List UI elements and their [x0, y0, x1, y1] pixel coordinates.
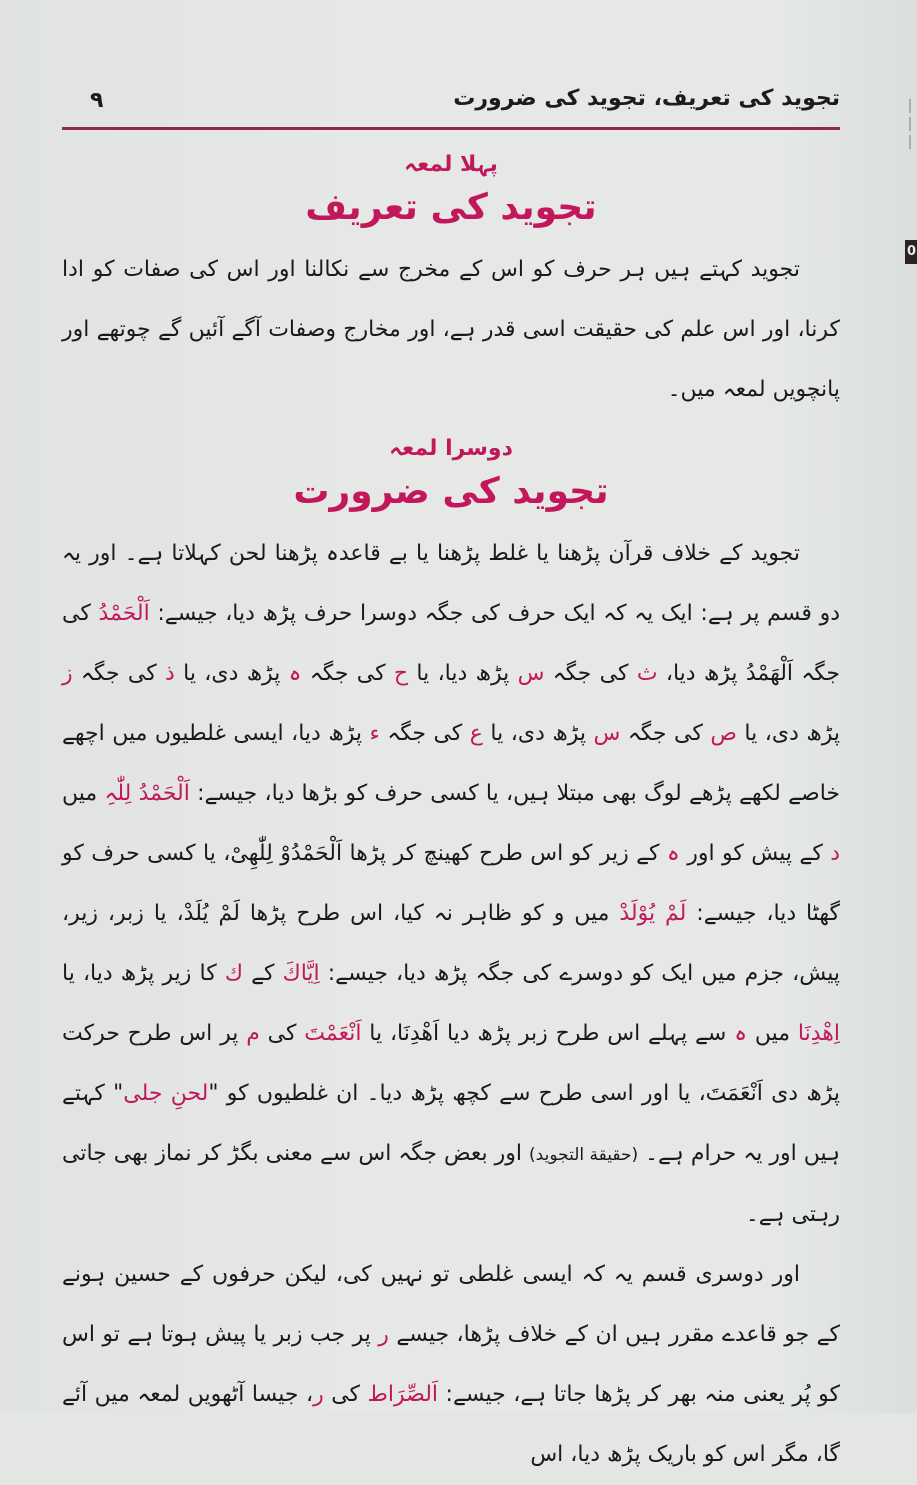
text-run: " کہتے ہیں اور یہ حرام ہے۔: [62, 1081, 840, 1166]
highlighted-word: اِیَّاكَ: [282, 961, 320, 986]
highlighted-term: لحنِ جلی: [123, 1081, 209, 1106]
highlighted-letter: ہ: [288, 661, 302, 686]
highlighted-letter: ر: [313, 1382, 324, 1407]
text-run: میں و کو ظاہر نہ کیا، اس طرح پڑھا لَمْ یُلَدْ، یا زبر، زیر، پیش، جزم میں ایک کو دوسرے کی جگہ پڑھ دیا، جیسے:: [62, 901, 840, 986]
text-run: کی جگہ اَلْھَمْدُ پڑھ دیا،: [62, 601, 840, 686]
text-run: پڑھ دی، یا: [174, 661, 289, 686]
highlighted-letter: ہ: [666, 841, 680, 866]
text-run: سے پہلے اس طرح زبر پڑھ دیا اَھْدِنَا، یا: [361, 1021, 735, 1046]
highlighted-word: اَلْحَمْدُ لِلّٰہِ: [104, 781, 190, 806]
text-run: کی جگہ: [544, 661, 637, 686]
header-rule: [62, 127, 840, 130]
section-definition: [62, 148, 840, 420]
highlighted-letter: ر: [378, 1322, 389, 1347]
text-run: کی جگہ: [72, 661, 166, 686]
page-body: [62, 148, 840, 1485]
text-run: پڑھ دیا، ایسی غلطیوں میں اچھے خاصے لکھے پڑھے لوگ بھی مبتلا ہیں، یا کسی حرف کو بڑھا دیا، جیسے:: [62, 721, 840, 806]
lamah-label: پہلا لمعہ: [404, 152, 498, 177]
definition-paragraph: تجوید کہتے ہیں ہر حرف کو اس کے مخرج سے نکالنا اور اس کی صفات کو ادا کرنا، اور اس علم کی حقیقت اسی قدر ہے، اور مخارج وصفات آگے آئیں گے چوتھے اور پانچویں لمعہ میں۔: [62, 257, 840, 402]
text-run: میں: [747, 1021, 798, 1046]
page-number: ۹: [90, 88, 104, 113]
text-run: کا زیر پڑھ دیا، یا: [62, 961, 225, 986]
highlighted-word: اِھْدِنَا: [797, 1021, 841, 1046]
highlighted-letter: ك: [224, 961, 243, 986]
highlighted-letter: ء: [369, 721, 380, 746]
text-run: کے: [242, 961, 283, 986]
highlighted-letter: س: [593, 721, 621, 746]
highlighted-letter: ذ: [165, 661, 175, 686]
text-run: ، جیسا آٹھویں لمعہ میں آئے گا، مگر اس کو باریک پڑھ دیا، اس: [62, 1382, 840, 1467]
text-run: کے پیش کو اور: [679, 841, 831, 866]
running-title: تجوید کی تعریف، تجوید کی ضرورت: [453, 86, 840, 111]
highlighted-letter: د: [830, 841, 840, 866]
text-run: کی جگہ: [301, 661, 394, 686]
text-run: کی: [259, 1021, 305, 1046]
text-run: پڑھ دی، یا: [482, 721, 594, 746]
highlighted-letter: ص: [710, 721, 737, 746]
text-run: اور دوسری قسم یہ کہ ایسی غلطی تو نہیں کی، لیکن حرفوں کے حسین ہونے کے جو قاعدے مقرر ہیں ان کے خلاف پڑھا، جیسے: [62, 1262, 840, 1347]
section-title: تجوید کی ضرورت: [293, 471, 609, 512]
highlighted-letter: ہ: [734, 1021, 748, 1046]
facing-page-edge: [903, 95, 917, 185]
text-run: کی: [323, 1382, 368, 1407]
highlighted-letter: ز: [62, 661, 73, 686]
necessity-paragraph-2: [62, 1245, 840, 1485]
text-run: اور بعض جگہ اس سے معنی بگڑ کر نماز بھی جاتی رہتی ہے۔: [62, 1141, 840, 1227]
highlighted-letter: ح: [393, 661, 409, 686]
highlighted-letter: ع: [469, 721, 483, 746]
section-title: تجوید کی تعریف: [305, 187, 597, 228]
highlighted-word: اَلصِّرَاط: [367, 1382, 439, 1407]
highlighted-letter: م: [246, 1021, 260, 1046]
text-run: میں: [62, 781, 105, 806]
highlighted-word: اَلْحَمْدُ: [98, 601, 150, 626]
highlighted-letter: س: [517, 661, 545, 686]
text-run: پڑھ دیا، یا: [408, 661, 518, 686]
text-run: تجوید کے خلاف قرآن پڑھنا یا غلط پڑھنا یا بے قاعدہ پڑھنا لحن کہلاتا ہے۔ اور یہ دو قسم پر ہے: ایک یہ کہ ایک حرف کی جگہ دوسرا حرف پڑھ دیا، جیسے:: [62, 541, 840, 626]
highlighted-word: اَنْعَمْتَ: [304, 1021, 362, 1046]
edge-tab-marker: 0: [905, 240, 917, 264]
text-run: کی جگہ: [620, 721, 711, 746]
highlighted-letter: ث: [636, 661, 658, 686]
lamah-label: دوسرا لمعہ: [389, 436, 513, 461]
text-run: کی جگہ: [379, 721, 470, 746]
text-run: پر اس طرح حرکت پڑھ دی اَنْعَمَتَ، یا اور اسی طرح سے کچھ پڑھ دیا۔ ان غلطیوں کو ": [62, 1021, 840, 1106]
text-run: کے زیر کو اس طرح کھینچ کر پڑھا اَلْحَمْدُوْ لِلّٰھِیْ، یا کسی حرف کو گھٹا دیا، جیسے:: [62, 841, 841, 926]
highlighted-word: لَمْ یُوْلَدْ: [619, 901, 687, 926]
necessity-paragraph-1: [62, 524, 840, 1245]
page-header: [62, 86, 840, 126]
source-reference: (حقیقة التجوید): [529, 1145, 639, 1165]
text-run: پڑھ دی، یا: [736, 721, 840, 746]
text-run: پر جب زبر یا پیش ہوتا ہے تو اس کو پُر یعنی منہ بھر کر پڑھا جاتا ہے، جیسے:: [62, 1322, 841, 1407]
section-necessity: [62, 432, 840, 1485]
